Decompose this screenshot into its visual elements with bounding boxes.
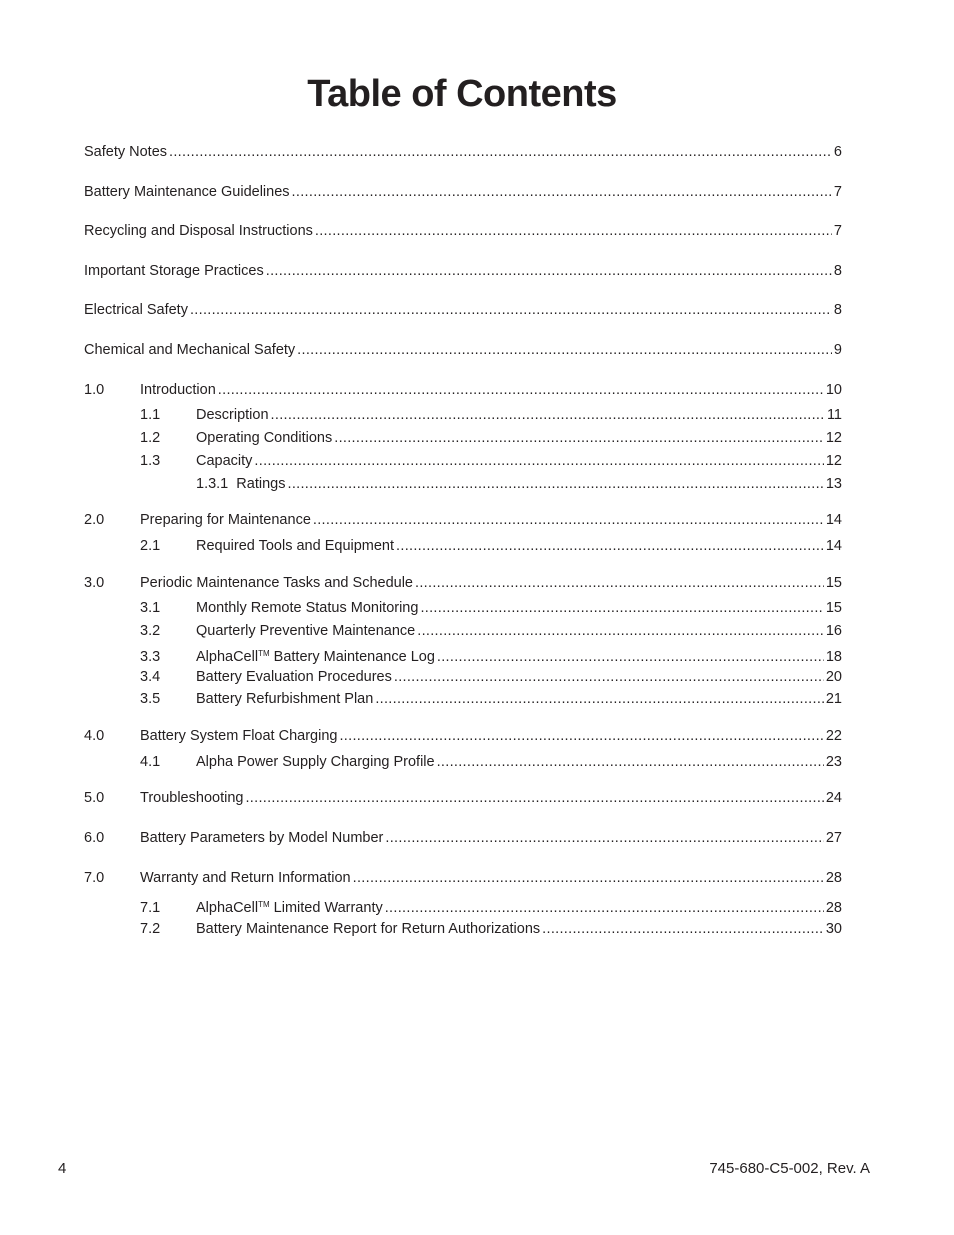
toc-entry[interactable]	[84, 828, 842, 848]
toc-entry[interactable]	[84, 474, 842, 494]
toc-entry-title-text: Safety Notes	[84, 144, 168, 160]
toc-entry[interactable]	[84, 726, 842, 746]
toc-entry-title	[196, 428, 332, 448]
toc-entry-title-text: Battery Parameters by Model Number	[140, 830, 384, 846]
toc-entry-title	[196, 919, 540, 939]
page-title: Table of Contents	[307, 73, 617, 115]
toc-entry-title	[196, 536, 394, 556]
toc-entry-title	[196, 621, 415, 641]
dot-leader	[315, 221, 832, 241]
toc-entry-title-text: Monthly Remote Status Monitoring	[196, 600, 419, 616]
toc-entry-title	[84, 261, 264, 281]
toc-entry-page-number: 14	[825, 512, 842, 528]
dot-leader	[339, 726, 823, 746]
toc-entry-page-number: 10	[825, 382, 842, 398]
toc-entry-page-number: 8	[833, 302, 842, 318]
dot-leader	[218, 380, 824, 400]
footer-document-id: 745-680-C5-002, Rev. A	[709, 1160, 870, 1177]
toc-entry-title-text: Battery Maintenance Guidelines	[84, 184, 290, 200]
toc-entry-number: 5.0	[84, 790, 105, 806]
dot-leader	[415, 573, 824, 593]
toc-entry[interactable]	[84, 300, 842, 320]
footer-page-number: 4	[58, 1160, 67, 1177]
toc-entry-title-text: Chemical and Mechanical Safety	[84, 342, 296, 358]
toc-entry[interactable]	[84, 405, 842, 425]
toc-entry[interactable]	[84, 573, 842, 593]
toc-entry-page-number: 6	[833, 144, 842, 160]
toc-entry-number: 2.0	[84, 512, 105, 528]
toc-entry-title-text: Battery Refurbishment Plan	[196, 691, 374, 707]
dot-leader	[297, 340, 832, 360]
toc-entry-number: 2.1	[140, 538, 161, 554]
toc-entry-title	[196, 667, 392, 687]
dot-leader	[394, 667, 824, 687]
toc-entry-page-number: 9	[833, 342, 842, 358]
toc-entry-page-number: 12	[825, 453, 842, 469]
toc-entry-title	[196, 474, 285, 494]
toc-entry-page-number: 15	[825, 575, 842, 591]
toc-entry-page-number: 14	[825, 538, 842, 554]
dot-leader	[437, 752, 824, 772]
toc-entry-title-text: Battery Maintenance Report for Return Authorizations	[196, 921, 541, 937]
toc-entry-number: 1.0	[84, 382, 105, 398]
dot-leader	[271, 405, 825, 425]
toc-entry[interactable]	[84, 598, 842, 618]
toc-entry-title	[140, 788, 243, 808]
toc-entry-title-suffix: Battery Maintenance Log	[269, 649, 435, 665]
dot-leader	[417, 621, 824, 641]
toc-entry[interactable]	[84, 868, 842, 888]
toc-entry-number: 3.5	[140, 691, 161, 707]
toc-entry-title-text: Important Storage Practices	[84, 263, 264, 279]
dot-leader	[245, 788, 823, 808]
toc-entry-title-text: Preparing for Maintenance	[140, 512, 311, 528]
toc-entry-title-text: Required Tools and Equipment	[196, 538, 395, 554]
toc-entry-page-number: 21	[825, 691, 842, 707]
toc-entry-title-text: Troubleshooting	[140, 790, 244, 806]
toc-entry-title-text: Electrical Safety	[84, 302, 188, 318]
toc-entry-title	[196, 895, 383, 918]
toc-entry-page-number: 15	[825, 600, 842, 616]
toc-entry[interactable]	[84, 621, 842, 641]
dot-leader	[292, 182, 832, 202]
dot-leader	[396, 536, 824, 556]
dot-leader	[437, 647, 824, 667]
toc-entry-title-text: 1.3.1 Ratings	[196, 476, 286, 492]
dot-leader	[287, 474, 823, 494]
toc-entry-title	[196, 644, 435, 667]
toc-entry-title-text: Capacity	[196, 453, 253, 469]
dot-leader	[190, 300, 832, 320]
toc-entry-title	[196, 689, 373, 709]
toc-entry-page-number: 22	[825, 728, 842, 744]
toc-entry[interactable]	[84, 895, 842, 918]
toc-entry[interactable]	[84, 428, 842, 448]
toc-entry-number: 3.0	[84, 575, 105, 591]
toc-entry-number: 1.2	[140, 430, 161, 446]
toc-entry-page-number: 28	[825, 870, 842, 886]
toc-entry[interactable]	[84, 142, 842, 162]
toc-entry-page-number: 30	[825, 921, 842, 937]
toc-entry-title	[140, 868, 351, 888]
toc-entry-title	[140, 380, 216, 400]
toc-entry-page-number: 7	[833, 223, 842, 239]
toc-entry-page-number: 13	[825, 476, 842, 492]
toc-entry[interactable]	[84, 667, 842, 687]
toc-entry-page-number: 16	[825, 623, 842, 639]
dot-leader	[169, 142, 832, 162]
dot-leader	[542, 919, 824, 939]
toc-entry-number: 3.4	[140, 669, 161, 685]
toc-entry-title-text: Introduction	[140, 382, 216, 398]
toc-entry[interactable]	[84, 689, 842, 709]
toc-entry-title	[140, 726, 337, 746]
toc-entry-title-text: Periodic Maintenance Tasks and Schedule	[140, 575, 413, 591]
toc-entry-page-number: 12	[825, 430, 842, 446]
toc-entry-title-text: AlphaCell	[196, 649, 259, 665]
dot-leader	[313, 510, 824, 530]
toc-entry-number: 3.1	[140, 600, 161, 616]
toc-entry-title-text: Battery Evaluation Procedures	[196, 669, 392, 685]
toc-entry-title	[84, 182, 290, 202]
toc-entry-title-text: Recycling and Disposal Instructions	[84, 223, 313, 239]
toc-entry[interactable]	[84, 380, 842, 400]
toc-entry[interactable]	[84, 788, 842, 808]
dot-leader	[334, 428, 824, 448]
toc-entry[interactable]	[84, 221, 842, 241]
toc-entry-title	[196, 598, 418, 618]
toc-entry[interactable]	[84, 752, 842, 772]
toc-entry-title	[140, 573, 413, 593]
toc-entry-number: 4.0	[84, 728, 105, 744]
toc-entry-title	[196, 405, 269, 425]
toc-entry-page-number: 18	[825, 649, 842, 665]
dot-leader	[254, 451, 823, 471]
toc-entry-title	[84, 221, 313, 241]
toc-entry-page-number: 24	[825, 790, 842, 806]
toc-entry-title-text: Warranty and Return Information	[140, 870, 351, 886]
dot-leader	[385, 898, 824, 918]
dot-leader	[385, 828, 823, 848]
toc-entry-page-number: 20	[825, 669, 842, 685]
toc-entry-number: 7.2	[140, 921, 161, 937]
toc-entry[interactable]	[84, 451, 842, 471]
toc-entry-title-text: Battery System Float Charging	[140, 728, 338, 744]
toc-entry[interactable]	[84, 510, 842, 530]
toc-entry-number: 1.1	[140, 407, 161, 423]
toc-entry-title	[196, 451, 252, 471]
toc-entry-title-text: Alpha Power Supply Charging Profile	[196, 754, 435, 770]
toc-entry-title	[84, 300, 188, 320]
toc-entry-page-number: 23	[825, 754, 842, 770]
toc-entry[interactable]	[84, 340, 842, 360]
toc-entry[interactable]	[84, 919, 842, 939]
toc-entry-number: 4.1	[140, 754, 161, 770]
toc-entry-title-text: AlphaCell	[196, 900, 259, 916]
toc-entry-title	[84, 142, 167, 162]
toc-entry-title	[140, 828, 383, 848]
toc-entry[interactable]	[84, 261, 842, 281]
trademark-mark: TM	[258, 900, 270, 909]
toc-entry-title-text: Operating Conditions	[196, 430, 333, 446]
dot-leader	[420, 598, 823, 618]
toc-entry-title	[140, 510, 311, 530]
toc-entry[interactable]	[84, 182, 842, 202]
dot-leader	[375, 689, 824, 709]
toc-entry-number: 7.1	[140, 900, 161, 916]
toc-entry[interactable]	[84, 644, 842, 667]
toc-entry[interactable]	[84, 536, 842, 556]
toc-entry-page-number: 27	[825, 830, 842, 846]
trademark-mark: TM	[258, 649, 270, 658]
toc-entry-page-number: 7	[833, 184, 842, 200]
toc-entry-number: 3.2	[140, 623, 161, 639]
dot-leader	[266, 261, 832, 281]
toc-entry-title-text: Quarterly Preventive Maintenance	[196, 623, 416, 639]
dot-leader	[353, 868, 824, 888]
toc-entry-number: 1.3	[140, 453, 161, 469]
toc-entry-page-number: 11	[826, 407, 842, 423]
toc-entry-page-number: 8	[833, 263, 842, 279]
toc-entry-title-suffix: Limited Warranty	[269, 900, 383, 916]
toc-entry-title-text: Description	[196, 407, 269, 423]
toc-entry-title	[84, 340, 295, 360]
toc-entry-number: 6.0	[84, 830, 105, 846]
toc-entry-number: 3.3	[140, 649, 161, 665]
toc-entry-number: 7.0	[84, 870, 105, 886]
toc-entry-page-number: 28	[825, 900, 842, 916]
toc-entry-title	[196, 752, 435, 772]
